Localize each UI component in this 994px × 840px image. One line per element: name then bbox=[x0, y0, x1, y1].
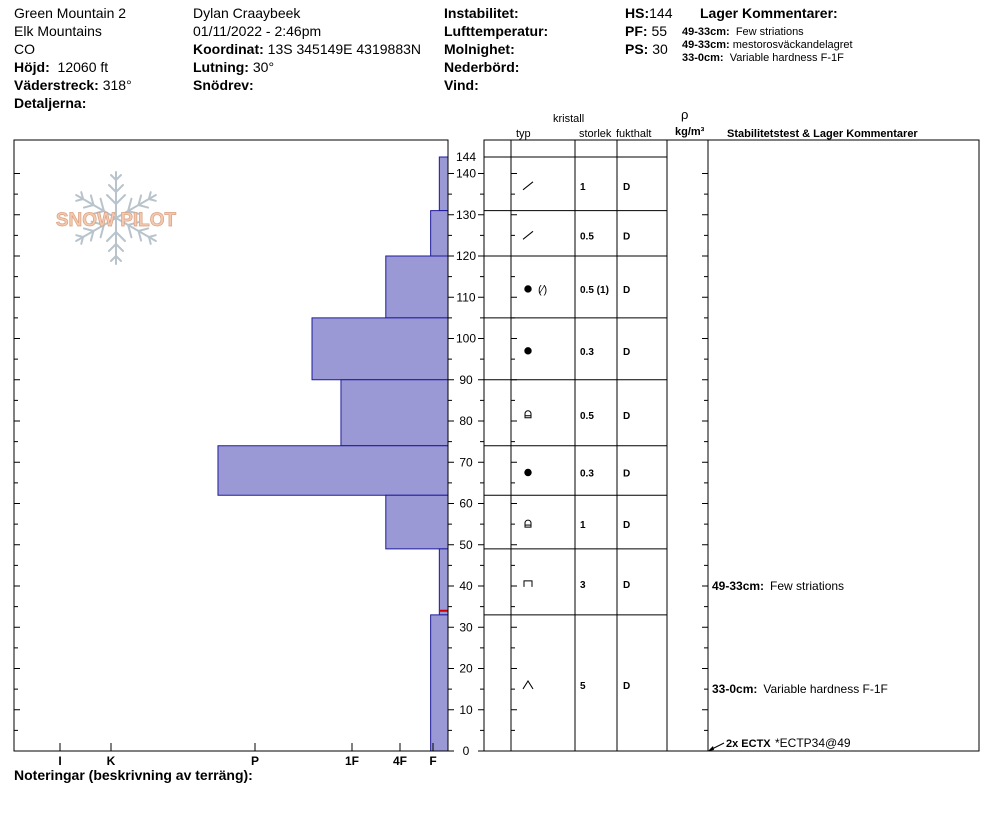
grain-secondary-type: (⁄) bbox=[538, 283, 548, 296]
aspect-value: 318° bbox=[102, 77, 132, 93]
moisture-value: D bbox=[623, 410, 631, 422]
col-size: storlek bbox=[579, 128, 612, 140]
snowflake-branch bbox=[116, 185, 123, 192]
sky-label: Molnighet: bbox=[444, 41, 515, 57]
layer-comment-text: Few striations bbox=[735, 26, 804, 38]
observer: Dylan Craaybeek bbox=[193, 5, 301, 21]
annotation-range: 49-33cm: bbox=[712, 579, 765, 593]
hardness-tick-label: 1F bbox=[344, 754, 360, 768]
coordinates-label: Koordinat: bbox=[193, 41, 264, 57]
layer-comment-text: Variable hardness F-1F bbox=[729, 52, 844, 64]
site-name: Green Mountain 2 bbox=[14, 5, 127, 21]
moisture-value: D bbox=[623, 680, 631, 692]
col-stability-title: Stabilitetstest & Lager Kommentarer bbox=[727, 128, 918, 140]
snowflake-branch bbox=[107, 232, 116, 241]
depth-tick-label: 110 bbox=[456, 290, 476, 305]
layer-comment-range: 49-33cm: bbox=[682, 26, 730, 38]
stability-test-result: *ECTP34@49 bbox=[775, 736, 851, 750]
depth-tick-label: 80 bbox=[459, 414, 473, 428]
mountain-range: Elk Mountains bbox=[14, 23, 102, 39]
hardness-bar bbox=[439, 549, 448, 615]
grain-dot bbox=[525, 286, 531, 292]
depth-tick-label: 60 bbox=[459, 496, 473, 511]
layer-comment-range: 49-33cm: bbox=[682, 39, 730, 51]
snowflake-branch bbox=[109, 244, 116, 251]
snowflake-branch bbox=[87, 195, 97, 205]
depth-tick-label: 130 bbox=[455, 207, 477, 222]
snowflake-branch bbox=[135, 231, 145, 241]
grain-type-rounded-icon bbox=[525, 348, 531, 354]
annotation-range: 33-0cm: bbox=[712, 682, 758, 697]
aspect-label: Väderstreck: bbox=[14, 77, 99, 93]
grain-outline bbox=[524, 581, 532, 587]
grain-size: 0.5 (1) bbox=[580, 284, 609, 296]
annotation-text: Variable hardness F-1F bbox=[763, 682, 888, 697]
grain-dot bbox=[525, 348, 531, 354]
depth-tick-label: 100 bbox=[455, 331, 477, 346]
grain-size: 0.5 bbox=[580, 231, 594, 243]
ps-label: PS: bbox=[625, 41, 649, 57]
grain-size: 3 bbox=[580, 579, 586, 591]
coordinates-value: 13S 345149E 4319883N bbox=[267, 41, 422, 57]
depth-tick-label: 50 bbox=[459, 537, 473, 552]
precip-label: Nederbörd: bbox=[444, 59, 520, 75]
snowflake-branch bbox=[109, 185, 116, 192]
grain-outline bbox=[525, 520, 531, 527]
elevation-value: 12060 ft bbox=[57, 59, 109, 75]
col-type: typ bbox=[516, 128, 531, 140]
grain-stroke bbox=[523, 182, 533, 190]
depth-tick-label: 10 bbox=[459, 702, 473, 717]
slope-label: Lutning: bbox=[193, 59, 249, 75]
grain-size: 0.3 bbox=[580, 468, 594, 480]
col-moisture: fukthalt bbox=[616, 128, 652, 140]
grain-size: 1 bbox=[580, 520, 586, 532]
elevation-label: Höjd: bbox=[14, 59, 50, 75]
depth-tick-label: 90 bbox=[459, 372, 473, 387]
moisture-value: D bbox=[623, 579, 631, 591]
snowflake-branch bbox=[107, 195, 116, 204]
stability-test-arrowhead bbox=[708, 746, 714, 751]
col-density-unit: kg/m³ bbox=[675, 126, 705, 138]
grain-dot bbox=[525, 469, 531, 475]
grain-size: 0.5 bbox=[580, 410, 594, 422]
hardness-tick-label: P bbox=[250, 754, 260, 768]
snowflake-branch bbox=[116, 232, 125, 241]
layer-comments-title: Lager Kommentarer: bbox=[700, 5, 838, 21]
slope-value: 30° bbox=[252, 59, 275, 75]
hardness-tick-label: 4F bbox=[392, 754, 408, 768]
moisture-value: D bbox=[623, 231, 631, 243]
moisture-value: D bbox=[623, 520, 631, 532]
snowflake-branch bbox=[116, 195, 125, 204]
snowflake-branch bbox=[135, 195, 145, 205]
layer-comment-text: mestorosväckandelagret bbox=[732, 39, 853, 51]
hardness-tick-label: I bbox=[58, 754, 62, 768]
instability-label: Instabilitet: bbox=[444, 5, 519, 21]
depth-tick-label: 70 bbox=[459, 455, 473, 470]
grain-type-rounded-icon bbox=[525, 286, 531, 292]
hs-label: HS: bbox=[625, 5, 650, 21]
col-crystal: kristall bbox=[553, 113, 585, 125]
depth-tick-label: 140 bbox=[455, 166, 477, 181]
hardness-bar bbox=[386, 495, 448, 549]
grain-outline bbox=[525, 411, 531, 418]
grain-type-dendrite-icon bbox=[523, 182, 533, 190]
grain-type-rounded-icon bbox=[525, 469, 531, 475]
details-label: Detaljerna: bbox=[14, 95, 87, 111]
grain-type-dendrite-icon bbox=[523, 231, 533, 239]
grain-type-faceted-icon bbox=[524, 581, 532, 587]
annotation-text: Few striations bbox=[770, 579, 845, 593]
moisture-value: D bbox=[623, 468, 631, 480]
grain-size: 1 bbox=[580, 181, 586, 193]
hardness-bar bbox=[431, 615, 448, 751]
drift-label: Snödrev: bbox=[193, 77, 254, 93]
grain-size: 5 bbox=[580, 680, 586, 692]
snowflake-branch bbox=[87, 231, 97, 241]
grain-type-faceted-rounded-icon bbox=[525, 520, 531, 527]
snowflake-branch bbox=[116, 244, 123, 251]
depth-tick-label: 30 bbox=[459, 620, 473, 635]
hardness-tick-label: K bbox=[106, 754, 116, 768]
moisture-value: D bbox=[623, 346, 631, 358]
depth-tick-label: 40 bbox=[459, 579, 473, 593]
depth-tick-label: 144 bbox=[455, 150, 477, 164]
stability-annotation bbox=[712, 579, 844, 593]
hardness-bar bbox=[386, 256, 448, 318]
pf-value: 55 bbox=[651, 23, 668, 39]
stability-annotation bbox=[712, 682, 888, 696]
air-temp-label: Lufttemperatur: bbox=[444, 23, 549, 39]
ps-value: 30 bbox=[652, 41, 668, 57]
hardness-bar bbox=[439, 157, 448, 211]
layer-comment-range: 33-0cm: bbox=[682, 52, 724, 64]
depth-tick-label: 0 bbox=[462, 744, 470, 758]
moisture-value: D bbox=[623, 284, 631, 296]
hardness-tick-label: F bbox=[429, 754, 437, 768]
depth-tick-label: 120 bbox=[455, 249, 477, 263]
hardness-bar bbox=[312, 318, 448, 380]
hardness-bar bbox=[431, 211, 448, 256]
snowpilot-logo bbox=[56, 172, 177, 264]
grain-size: 0.3 bbox=[580, 346, 594, 358]
hardness-bar bbox=[218, 446, 448, 496]
hardness-bar bbox=[341, 380, 448, 446]
grain-outline bbox=[523, 681, 533, 689]
notes-label: Noteringar (beskrivning av terräng): bbox=[14, 767, 253, 783]
col-rho: ρ bbox=[681, 107, 689, 122]
datetime: 01/11/2022 - 2:46pm bbox=[193, 23, 322, 39]
grain-type-depth-hoar-icon bbox=[523, 681, 533, 689]
state: CO bbox=[14, 41, 35, 57]
pf-label: PF: bbox=[625, 23, 648, 39]
grain-type-faceted-rounded-icon bbox=[525, 411, 531, 418]
moisture-value: D bbox=[623, 181, 631, 193]
grain-stroke bbox=[523, 231, 533, 239]
depth-tick-label: 20 bbox=[459, 661, 473, 676]
logo-text: SNOW PILOT bbox=[55, 210, 177, 231]
stability-test-label: 2x ECTX bbox=[726, 738, 771, 750]
wind-label: Vind: bbox=[444, 77, 479, 93]
hs-value: 144 bbox=[649, 5, 673, 21]
